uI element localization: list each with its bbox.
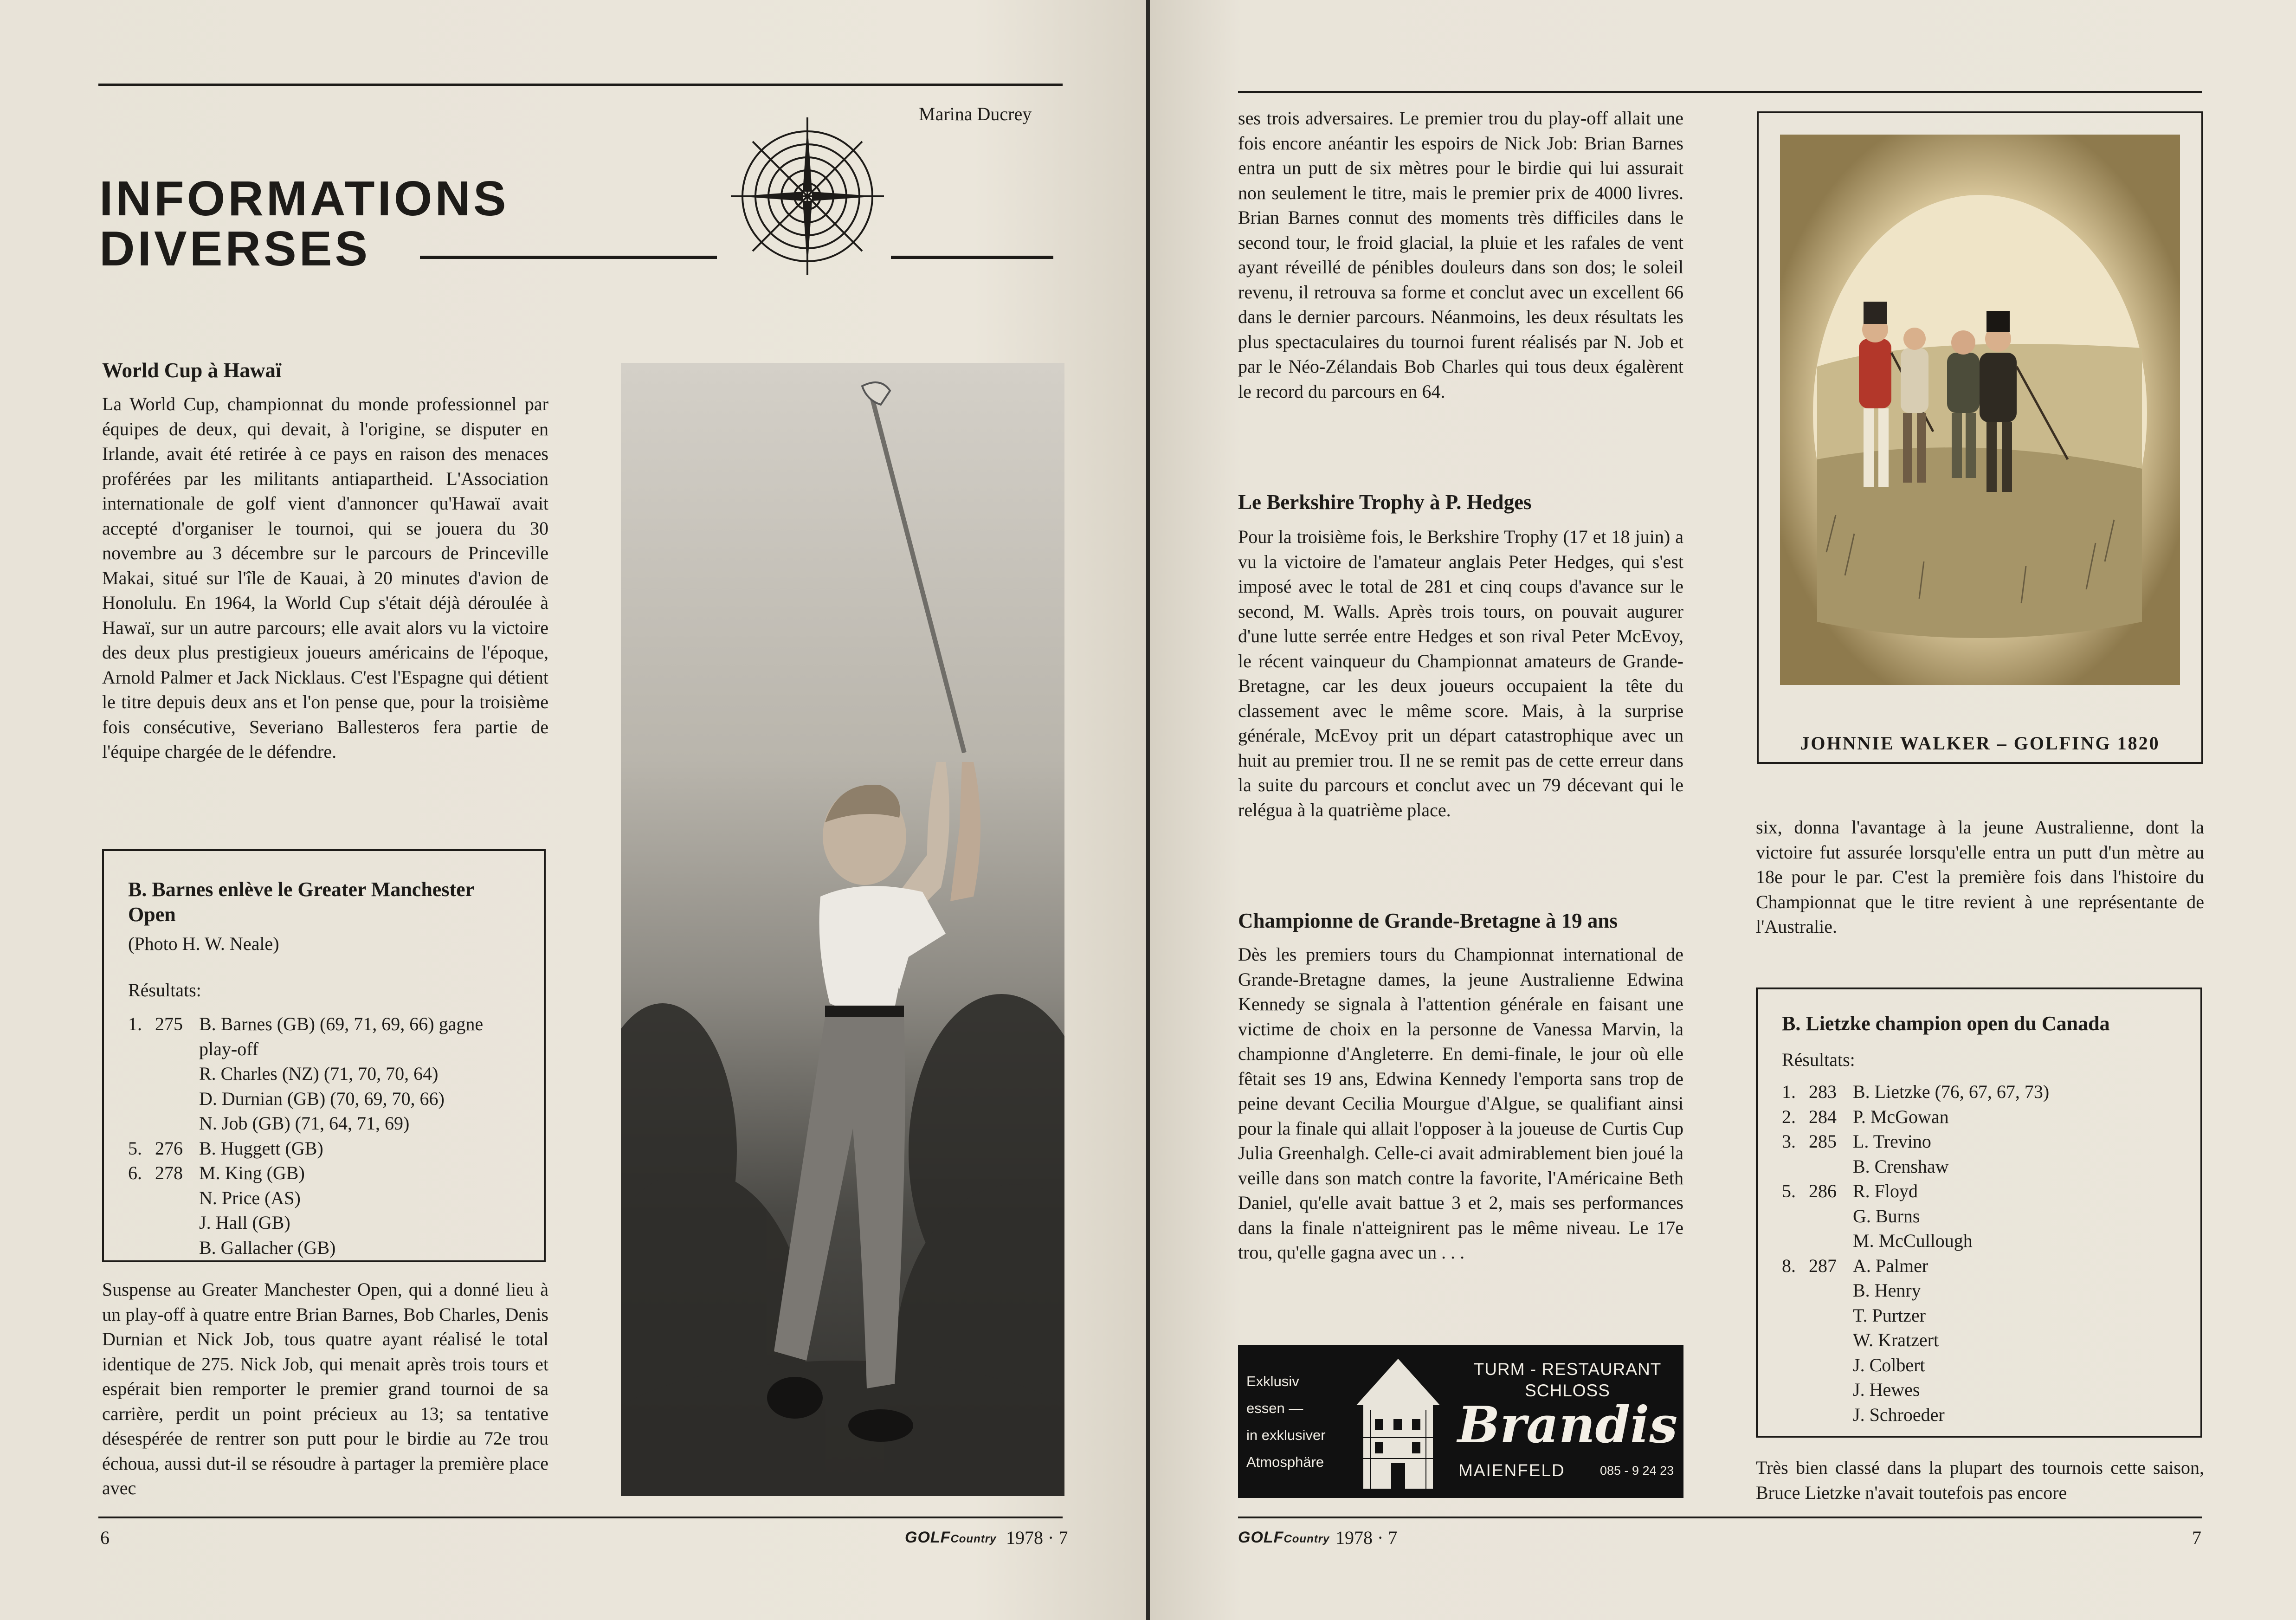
title-rule-left [420,256,717,259]
box-heading: B. Lietzke champion open du Canada [1782,1012,2110,1035]
bottom-rule [1238,1517,2202,1518]
result-row: 3. 285 L. Trevino [1782,1131,1931,1152]
magazine-logo [1238,1529,1329,1547]
ad-slogan-line: Exklusiv [1246,1373,1299,1389]
article-paragraph: Dès les premiers tours du Championnat international de Grande-Bretagne dames, la jeune Australienne Edwina Kennedy se signala à l'attention générale en faisant une victime de choix en la personne de Vanessa Marvin, la championne d'Angleterre. En demi-finale, le jour où elle fêtait ses 19 ans, Edwina Kennedy l'emporta sans trop de peine devant Cecilia Mourgue d'Algue, se qualifiant ainsi pour la finale qui allait l'opposer à la joueuse de Curtis Cup Julia Greenhalgh. Celle-ci avait admirablement bien joué la veille dans son match contre la favorite, l'Américaine Beth Daniel, qu'elle avait battue 3 et 2, mais ses performances dans la finale n'atteignirent pas le même niveau. Le 17e trou, qu'elle gagna avec un . . . [1238,944,1683,1263]
left-page [0,0,1146,1620]
logo-sub: Country [950,1533,997,1545]
result-row: J. Schroeder [1853,1404,1945,1425]
ad-phone: 085 - 9 24 23 [1600,1464,1674,1478]
result-row: 6. 278 M. King (GB) [128,1162,305,1183]
issue-label: 1978 · 7 [1335,1527,1398,1548]
ad-header [1456,1359,1679,1401]
issue-label: 1978 · 7 [1006,1527,1068,1548]
article-body-world-cup [102,392,548,764]
result-row: W. Kratzert [1853,1330,1939,1350]
result-row: 5. 276 B. Huggett (GB) [128,1137,323,1159]
ad-header-line: TURM - RESTAURANT [1473,1360,1662,1379]
golfer-illustration [621,363,1064,1496]
result-row: D. Durnian (GB) (70, 69, 70, 66) [199,1088,445,1109]
results-label: Résultats: [128,980,201,1000]
article-heading-world-cup: World Cup à Hawaï [102,359,282,382]
page-number: 6 [100,1527,110,1548]
right-page [1150,0,2296,1620]
article-body-berkshire [1238,524,1683,822]
article-paragraph: Suspense au Greater Manchester Open, qui a donné lieu à un play-off à quatre entre Brian Barnes, Bob Charles, Denis Durnian et Nick Job, tous quatre ayant réalisé le total identique de 275. Nick Job, qui menait après trois tours et espérait bien remporter le premier grand tournoi de sa carrière, perdit un point précieux au 13; sa tentative désespérée de rentrer son putt pour le birdie au 72e trou échoua, aussi dut-il se résoudre à partager la première place avec [102,1279,548,1498]
painting-caption: JOHNNIE WALKER – GOLFING 1820 [1800,733,2160,754]
article-body-canada-start [1756,1455,2204,1505]
page-number: 7 [2192,1527,2201,1548]
result-row: J. Hewes [1853,1379,1920,1400]
result-row: 2. 284 P. McGowan [1782,1106,1949,1127]
article-heading-championne: Championne de Grande-Bretagne à 19 ans [1238,909,1618,932]
golfer-photo [621,363,1064,1496]
magazine-logo [905,1529,996,1547]
result-row: B. Crenshaw [1853,1155,1949,1177]
article-body-championne-end [1756,815,2204,939]
compass-rose-icon [729,115,886,278]
ad-city: MAIENFELD [1458,1461,1565,1480]
ad-slogan-line: in exklusiver [1246,1427,1326,1443]
result-row: J. Colbert [1853,1354,1925,1375]
article-body-championne [1238,942,1683,1265]
result-row: N. Job (GB) (71, 64, 71, 69) [199,1113,410,1134]
article-paragraph: six, donna l'avantage à la jeune Australienne, dont la victoire fut assurée lorsqu'elle entra un putt d'un mètre au 18e pour le par. C'est la première fois dans l'histoire du Championnat que le titre revient à une représentante de l'Australie. [1756,817,2204,937]
article-paragraph: Très bien classé dans la plupart des tournois cette saison, Bruce Lietzke n'avait toutefois pas encore [1756,1457,2204,1503]
result-row: J. Hall (GB) [199,1212,290,1233]
article-paragraph: Pour la troisième fois, le Berkshire Trophy (17 et 18 juin) a vu la victoire de l'amateur anglais Peter Hedges, qui s'est imposé avec le total de 281 et cinq coups d'avance sur le second, M. Walls. Après trois tours, on pouvait augurer d'une lutte serrée entre Hedges et son rival Peter McEvoy, le récent vainqueur du Championnat amateurs de Grande-Bretagne, car les deux joueurs occupaient la tête du classement avec le même score. Mais, à la surprise générale, McEvoy prit un départ catastrophique avec un huit au premier trou. Il ne se remit pas de cette erreur dans la suite du parcours et conclut avec un 79 décevant qui le relégua à la quatrième place. [1238,526,1683,820]
results-list [1782,1079,2181,1427]
result-row: G. Burns [1853,1205,1920,1226]
ad-slogan [1246,1368,1326,1476]
section-title-line2: DIVERSES [99,221,371,276]
logo-main: GOLF [905,1529,951,1546]
top-rule [98,84,1063,86]
painting-frame [1757,111,2203,764]
ad-header-line: SCHLOSS [1525,1381,1610,1400]
result-row: 1. 283 B. Lietzke (76, 67, 67, 73) [1782,1081,2050,1102]
results-list [128,1012,527,1260]
ad-slogan-line: Atmosphäre [1246,1454,1324,1470]
logo-sub: Country [1283,1533,1330,1545]
ad-slogan-line: essen — [1246,1400,1303,1416]
logo-main: GOLF [1238,1529,1284,1546]
results-box-manchester [102,849,546,1262]
article-paragraph: ses trois adversaires. Le premier trou du play-off allait une fois encore anéantir les espoirs de Nick Job: Brian Barnes entra un putt de six mètres pour le birdie qui lui assurait non seulement le titre, mais le premier prix de 4000 livres. Brian Barnes connut des moments très difficiles dans le second tour, le froid glacial, la pluie et les rafales de vent ayant réveillé de pénibles douleurs dans son dos; le soleil revenu, il retrouva sa forme et conclut avec un excellent 66 dans le dernier parcours. Néanmoins, les deux résultats les plus spectaculaires du tournoi furent réalisés par N. Job et par le Néo-Zélandais Bob Charles qui tous deux égalèrent le record du parcours en 64. [1238,108,1683,402]
result-row: B. Henry [1853,1280,1921,1301]
box-heading: B. Barnes enlève le Greater Manchester Open [128,878,474,926]
golf-painting-illustration [1780,135,2180,685]
painting-image [1780,135,2180,685]
top-rule [1238,91,2202,93]
result-row: 5. 286 R. Floyd [1782,1181,1918,1201]
ad-brand: Brandis [1457,1396,1678,1454]
result-row: B. Gallacher (GB) [199,1237,336,1258]
result-row: R. Charles (NZ) (71, 70, 70, 64) [199,1063,439,1084]
result-row: N. Price (AS) [199,1187,301,1208]
castle-tower-icon [1342,1354,1454,1493]
article-heading-berkshire: Le Berkshire Trophy à P. Hedges [1238,491,1532,514]
result-row: 1. 275 B. Barnes (GB) (69, 71, 69, 66) gagne [128,1013,484,1034]
results-label: Résultats: [1782,1049,1855,1070]
results-box-canada [1756,987,2202,1438]
result-row: T. Purtzer [1853,1304,1926,1326]
bottom-rule [98,1517,1063,1518]
photo-credit: (Photo H. W. Neale) [128,933,279,954]
section-title-line1: INFORMATIONS [99,171,509,226]
restaurant-advertisement [1238,1345,1683,1498]
article-continuation [1238,106,1683,404]
article-paragraph: La World Cup, championnat du monde professionnel par équipes de deux, qui devait, à l'origine, se disputer en Irlande, avait été retirée à ce pays en raison des menaces proférées par les militants antiapartheid. L'Association internationale de golf vient d'annoncer qu'Hawaï avait accepté d'organiser le tournoi, qui se jouera du 30 novembre au 3 décembre sur le parcours de Princeville Makai, situé sur l'île de Kauai, à 20 minutes d'avion de Honolulu. En 1964, la World Cup s'était déjà déroulée à Hawaï, sur un autre parcours; elle avait alors vu la victoire des deux plus prestigieux joueurs américains de l'époque, Arnold Palmer et Jack Nicklaus. C'est l'Espagne qui détient le titre depuis deux ans et l'on pense que, pour la troisième fois consécutive, Severiano Ballesteros fera partie de l'équipe chargée de le défendre. [102,394,548,762]
result-row: M. McCullough [1853,1230,1973,1251]
result-row: 8. 287 A. Palmer [1782,1255,1928,1276]
result-row: play-off [199,1038,259,1059]
author-name: Marina Ducrey [919,103,1032,124]
article-body-manchester [102,1277,548,1501]
title-rule-right [891,256,1053,259]
